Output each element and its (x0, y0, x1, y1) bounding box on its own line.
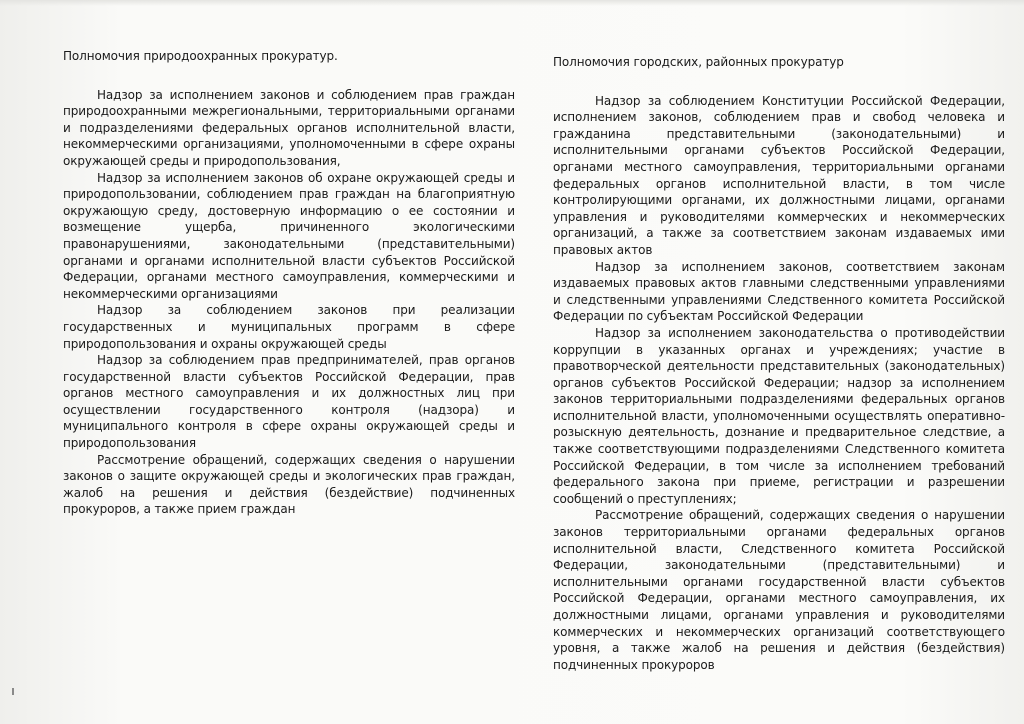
right-paragraph-4: Рассмотрение обращений, содержащих сведения о нарушении законов территориальными органами федеральных органов исполнительной власти, Следственного комитета Российской Федерации, законодательными (представительными) и исполнительными органами государственной власти субъектов Российской Федерации, органами местного самоуправления, их должностными лицами, органами управления и руководителями коммерческих и некоммерческих организаций соответствующего уровня, а также жалоб на решения и действия (бездействия) подчиненных прокуроров (553, 508, 1005, 672)
right-column-heading: Полномочия городских, районных прокуратур (553, 55, 844, 69)
scan-margin-mark (12, 688, 14, 695)
right-paragraph-3: Надзор за исполнением законодательства о противодействии коррупции в указанных органах и учреждениях; участие в правотворческой деятельности представительных (законодательных) органов субъектов Российской Федерации; надзор за исполнением законов территориальными подразделениями федеральных органов исполнительной власти, уполномоченными осуществлять оперативно-розыскную деятельность, дознание и предварительное следствие, а также соответствующими подразделениями Следственного комитета Российской Федерации, в том числе за исполнением требований федерального закона при приеме, регистрации и разрешении сообщений о преступлениях; (553, 325, 1005, 506)
left-column-heading: Полномочия природоохранных прокуратур. (63, 49, 338, 63)
left-paragraph-3: Надзор за соблюдением законов при реализации государственных и муниципальных программ в сфере природопользования и охраны окружающей среды (63, 303, 515, 351)
left-column (63, 48, 515, 518)
right-paragraph-1: Надзор за соблюдением Конституции Российской Федерации, исполнением законов, соблюдением прав и свобод человека и гражданина представительными (законодательными) и исполнительными органами субъектов Российской Федерации, органами местного самоуправления, территориальными органами федеральных органов исполнительной власти, в том числе контролирующими органами, их должностными лицами, органами управления и руководителями коммерческих и некоммерческих организаций, а также за соответствием законам издаваемых ими правовых актов (553, 93, 1005, 257)
right-column (553, 48, 1005, 673)
right-paragraph-2: Надзор за исполнением законов, соответствием законам издаваемых правовых актов главными следственными управлениями и следственными управлениями Следственного комитета Российской Федерации по субъектам Российской Федерации (553, 259, 1005, 324)
left-paragraph-4: Надзор за соблюдением прав предпринимателей, прав органов государственной власти субъектов Российской Федерации, прав органов местного самоуправления и их должностных лиц при осуществлении государственного контроля (надзора) и муниципального контроля в сфере охраны окружающей среды и природопользования (63, 353, 515, 451)
page-top-edge (0, 0, 1024, 6)
left-paragraph-2: Надзор за исполнением законов об охране окружающей среды и природопользовании, соблюдением прав граждан на благоприятную окружающую среду, достоверную информацию о ее состоянии и возмещение ущерба, причиненного экологическими правонарушениями, законодательными (представительными) органами и органами исполнительной власти субъектов Российской Федерации, органами местного самоуправления, коммерческими и некоммерческими организациями (63, 170, 515, 301)
left-paragraph-5: Рассмотрение обращений, содержащих сведения о нарушении законов о защите окружающей среды и экологических прав граждан, жалоб на решения и действия (бездействие) подчиненных прокуроров, а также прием граждан (63, 452, 515, 517)
left-paragraph-1: Надзор за исполнением законов и соблюдением прав граждан природоохранными межрегиональными, территориальными органами и подразделениями федеральных органов исполнительной власти, некоммерческими организациями, уполномоченными в сфере охраны окружающей среды и природопользования, (63, 87, 515, 168)
